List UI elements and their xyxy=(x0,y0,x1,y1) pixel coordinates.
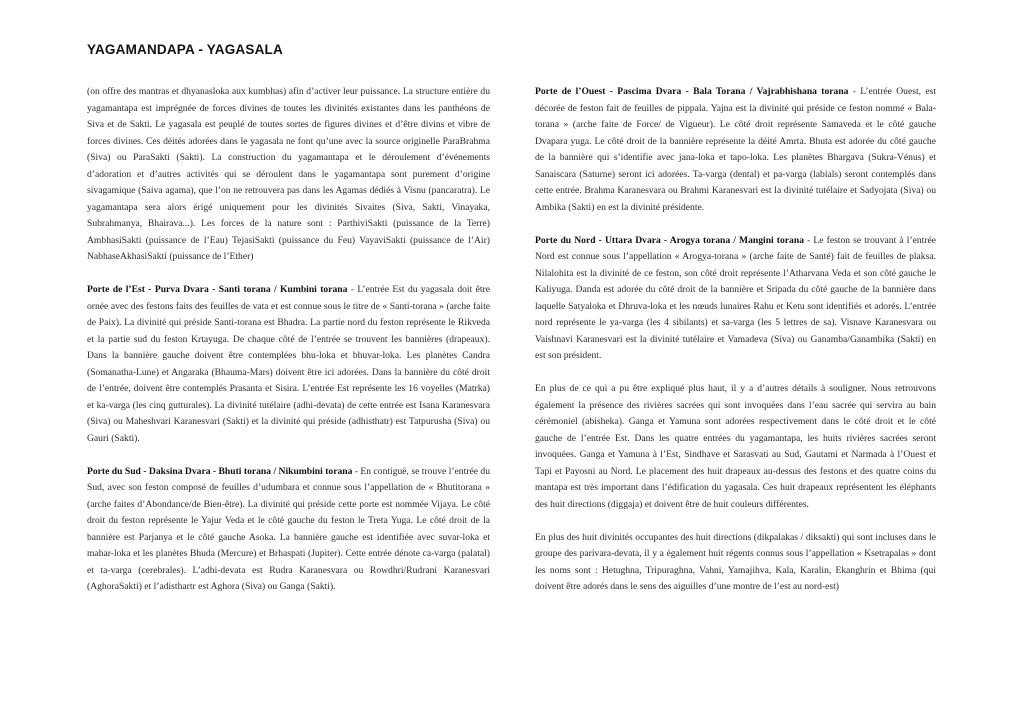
north-gate-text: - Le feston se trouvant à l’entrée Nord est connue sous l’appellation « Arogya-torana » (arche faite de Santé) fait de feuilles de plaksa. Nilalohita est la divinité de ce feston, son côté droit représente l’Atharvana Veda et son côté gauche le Kaliyuga. Danda est adorée du côté droit de la bannière et Sripada du côté gauche de la bannière dans laquelle Satyaloka et Dhruva-loka et les nœuds lunaires Rahu et Ketu sont identifiés et adorés. L’entrée nord représente le ya-varga (les 4 sibilants) et sa-varga (les 5 lettres de sa). Visnave Karanesvara ou Vaishnavi Karanesvari est la divinité tutélaire et Vamadeva (Siva) ou Ganamba/Ganambika (Sakti) en est son président. xyxy=(535,234,937,361)
intro-paragraph xyxy=(87,84,490,266)
right-column xyxy=(535,84,936,596)
west-gate-heading: Porte de l’Ouest - Pascima Dvara - Bala Torana / Vajrabhishana torana xyxy=(535,86,849,97)
east-gate-heading: Porte de l’Est - Purva Dvara - Santi torana / Kumbini torana xyxy=(87,284,348,295)
north-gate-paragraph xyxy=(535,233,936,365)
south-gate-text: - En contiguë, se trouve l’entrée du Sud, avec son feston composé de feuilles d’udumbara et connue sous l’appellation de « Bhutitorana » (arche faites d’Abondance/de Bien-être). La divinité qui préside cette porte est nommée Vijaya. Le côté droit du feston représente le Yajur Veda et le côté gauche du feston le Treta Yuga. Le côté droit de la bannière est Parjanya et le côté gauche Asoka. La bannière gauche est identifiée avec suvar-loka et mahar-loka et les planètes Bhuda (Mercure) et Brhaspati (Jupiter). Cette entrée dénote ca-varga (palatal) et ta-varga (cerebrales). L’adhi-devata est Rudra Karanesvara ou Rowdhri/Rudrani Karanesvari (AghoraSakti) et l’adisthartr est Aghora (Siva) ou Ganga (Sakti). xyxy=(87,465,490,592)
left-column xyxy=(87,84,490,596)
east-gate-paragraph xyxy=(87,282,490,447)
ksetrapalas-paragraph xyxy=(535,530,936,596)
details-paragraph xyxy=(535,381,936,513)
south-gate-paragraph xyxy=(87,464,490,596)
south-gate-heading: Porte du Sud - Daksina Dvara - Bhuti torana / Nikumbini torana xyxy=(87,465,353,477)
details-text: En plus de ce qui a pu être expliqué plus haut, il y a d’autres détails à souligner. Nous retrouvons également la présence des rivières sacrées qui sont invoquées dans l’eau sacrée qui servira au bain cérémoniel (abisheka). Ganga et Yamuna sont adorées respectivement dans le côté droit et le côté gauche de l’entrée Est. Dans les quatre entrées du yagamantapa, les huits rivières sacrées seront invoquées. Ganga et Yamuna à l’Est, Sindhave et Sarasvati au Sud, Gautami et Narmada à l’Ouest et Tapi et Payosni au Nord. Le placement des huit drapeaux au-dessus des festons et des quatre coins du mantapa est très important dans l’édification du yagasala. Ces huit drapeaux représentent les éléphants des huit directions (diggaja) et doivent être de huit couleurs différentes. xyxy=(535,383,936,510)
west-gate-paragraph xyxy=(535,84,936,216)
page-title: YAGAMANDAPA - YAGASALA xyxy=(87,42,283,57)
west-gate-text: - L’entrée Ouest, est décorée de feston fait de feuilles de pippala. Yajna est la divinité qui préside ce feston nommé « Bala-torana » (arche faite de Force/ de Vigueur). Le côté droit représente Samaveda et le côté gauche Dvapara yuga. Le côté droit de la bannière représente la déité Amrta. Bhuta est adorée du côté gauche de la bannière qui s’identifie avec jana-loka et tapo-loka. Les planètes Bhargava (Sukra-Vénus) et Sanaiscara (Saturne) seront ici adorées. Ta-varga (dental) et pa-varga (labials) seront contemplés dans cette entrée. Brahma Karanesvara ou Brahmi Karanesvari est la divinité tutélaire et Sadyojata (Siva) ou Ambika (Sakti) en est la divinité présidente. xyxy=(535,86,936,213)
east-gate-text: - L’entrée Est du yagasala doit être ornée avec des festons faits des feuilles de vata et est connue sous le titre de « Santi-torana » (arche faite de Paix). La divinité qui préside Santi-torana est Bhadra. La partie nord du feston représente le Rikveda et la partie sud du feston Krtayuga. De chaque côté de l’entrée se trouvent les bannières (drapeaux). Dans la bannière gauche doivent être contemplées bhu-loka et bhuvar-loka. Les planètes Candra (Somanatha-Lune) et Angaraka (Bhauma-Mars) doivent être ici adorées. Dans la bannière du côté droit de l’entrée, doivent être contemplés Prasanta et Sisira. L’entrée Est représente les 16 voyelles (Matrka) et ka-varga (les cinq gutturales). La divinité tutélaire (adhi-devata) de cette entrée est Isana Karanesvara (Siva) ou Maheshvari Karanesvari (Sakti) et la divinité qui préside (adhisthatr) est Tatpurusha (Siva) ou Gauri (Sakti). xyxy=(87,284,490,444)
intro-text: (on offre des mantras et dhyanasloka aux kumbhas) afin d’activer leur puissance. La structure entière du yagamantapa est imprégnée de forces divines de toutes les divinités existantes dans les panthéons de Siva et de Sakti. Le yagasala est peuplé de toutes sortes de figures divines et d’être divins et vibre de forces divines. Ces déités adorées dans le yagasala ne font qu’une avec la source originelle ParaBrahma (Siva) ou ParaSakti (Sakti). La construction du yagamantapa et le déroulement d’événements d’adoration et d’autres activités qui se déroulent dans le yagamantapa sont purement d’origine sivagamique (Saiva agama), que l’on ne retrouvera pas dans les Agamas dédiés à Visnu (pancaratra). Le yagamantapa sera alors érigé uniquement pour les divinités Sivaites (Siva, Sakti, Vinayaka, Subrahmanya, Bhairava...). Les forces de la nature sont : ParthiviSakti (puissance de la Terre) AmbhasiSakti (puissance de l’Eau) TejasiSakti (puissance du Feu) VayaviSakti (puissance de l’Air) NabhaseAkhasiSakti (puissance de l’Ether) xyxy=(87,86,490,262)
north-gate-heading: Porte du Nord - Uttara Dvara - Arogya torana / Mangini torana xyxy=(535,234,804,246)
ksetrapalas-text: En plus des huit divinités occupantes des huit directions (dikpalakas / diksakti) qui sont incluses dans le groupe des parivara-devata, il y a également huit régents connus sous l’appellation « Ksetrapalas » dont les noms sont : Hetughna, Tripuraghna, Vahni, Yamajihva, Kala, Karalin, Ekanghrin et Bhima (qui doivent être adorés dans le sens des aiguilles d’une montre de l’est au nord-est) xyxy=(535,531,936,592)
